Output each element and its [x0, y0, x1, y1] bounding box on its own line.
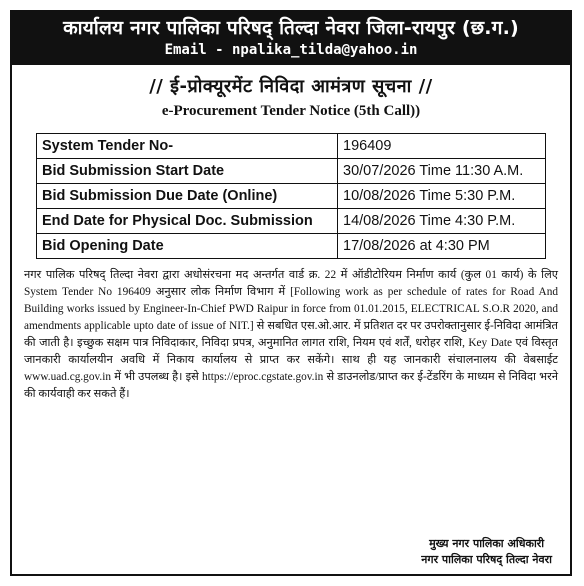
signatory-title: मुख्य नगर पालिका अधिकारी — [429, 537, 545, 550]
row-label: End Date for Physical Doc. Submission — [37, 209, 338, 234]
row-value: 14/08/2026 Time 4:30 P.M. — [338, 209, 546, 234]
table-row — [37, 209, 546, 234]
row-value: 10/08/2026 Time 5:30 P.M. — [338, 184, 546, 209]
row-value: 17/08/2026 at 4:30 PM — [338, 234, 546, 259]
row-label: System Tender No- — [37, 134, 338, 159]
row-value: 30/07/2026 Time 11:30 A.M. — [338, 159, 546, 184]
notice-header — [12, 12, 570, 65]
table-row — [37, 134, 546, 159]
signatory-office: नगर पालिका परिषद् तिल्दा नेवरा — [421, 553, 552, 566]
row-value: 196409 — [338, 134, 546, 159]
table-row — [37, 234, 546, 259]
signature-block — [421, 536, 552, 568]
tender-notice — [10, 10, 572, 576]
notice-body: नगर पालिक परिषद् तिल्दा नेवरा द्वारा अधोसंरचना मद अन्तर्गत वार्ड क्र. 22 में ऑडीटोरियम निर्माण कार्य (कुल 01 कार्य) के लिए System Tender No 196409 अनुसार लोक निर्माण विभाग में [Following work as per schedule of rates for Road And Building works issued by Engineer-In-Chief PWD Raipur in force from 01.01.2015, ELECTRICAL S.O.R 2020, and amendments applicable upto date of issue of NIT.] से सबधित एस.ओ.आर. में प्रतिशत दर पर उपरोक्तानुसार ई-निविदा आमंत्रित की जाती है। इच्छुक सक्षम पात्र निविदाकार, निविदा प्रपत्र, अनुमानित लागत राशि, नियम एवं शर्तें, धरोहर राशि, Key Date एवं विस्तृत जानकारी कार्यालयीन अवधि में निकाय कार्यालय से प्राप्त कर सकेंगे। साथ ही यह जानकारी संचालनालय की वेबसाईट www.uad.cg.gov.in में भी उपलब्ध है। इसे https://eproc.cgstate.gov.in से डाउनलोड/प्राप्त कर ई-टेंडरिंग के माध्यम से निविदा भरने की कार्यवाही कर सकते हैं। — [24, 269, 558, 400]
table-row — [37, 184, 546, 209]
office-title: कार्यालय नगर पालिका परिषद् तिल्दा नेवरा जिला-रायपुर (छ.ग.) — [63, 17, 519, 39]
notice-title-hindi: // ई-प्रोक्यूरमेंट निविदा आमंत्रण सूचना // — [149, 76, 433, 97]
tender-details-table — [36, 133, 546, 259]
table-row — [37, 159, 546, 184]
row-label: Bid Submission Start Date — [37, 159, 338, 184]
office-email: Email - npalika_tilda@yahoo.in — [164, 42, 418, 58]
row-label: Bid Opening Date — [37, 234, 338, 259]
row-label: Bid Submission Due Date (Online) — [37, 184, 338, 209]
notice-title-english: e-Procurement Tender Notice (5th Call)) — [161, 103, 421, 119]
